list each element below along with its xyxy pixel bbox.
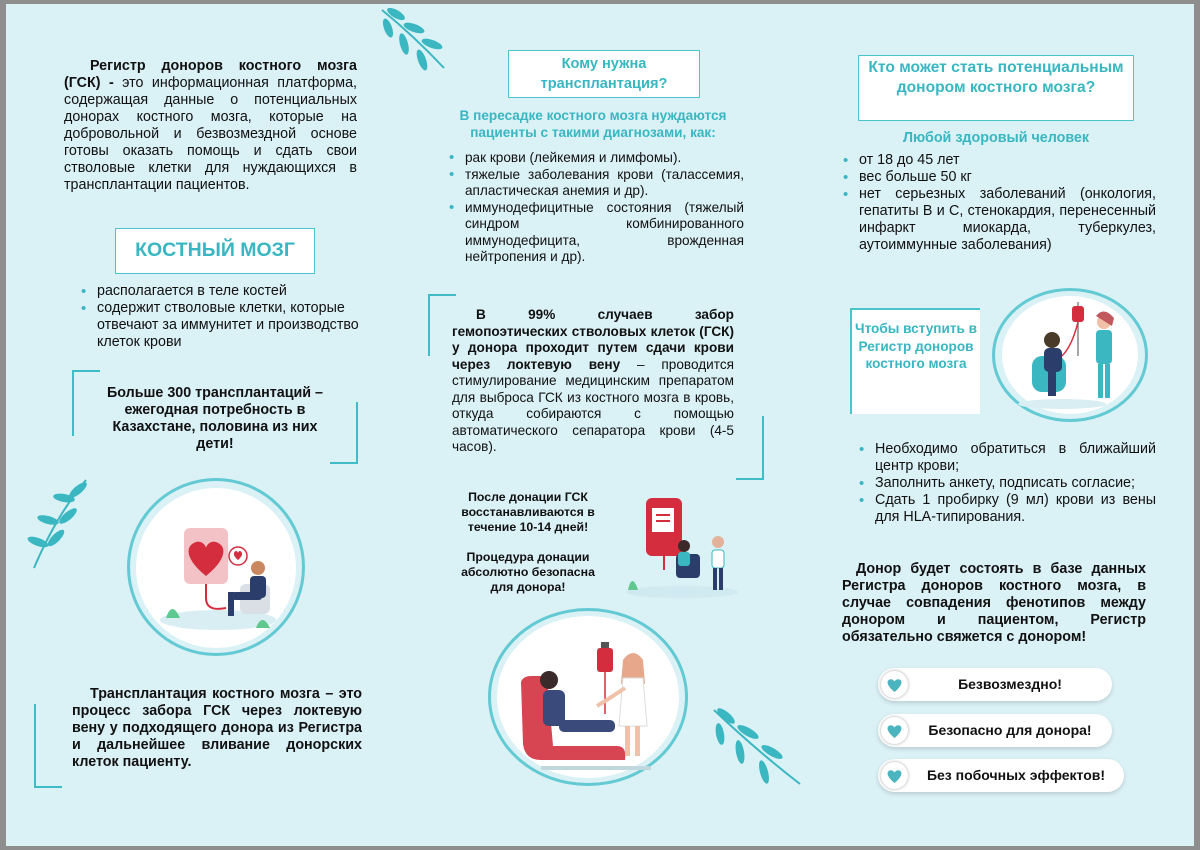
list-item: • от 18 до 45 лет [842, 152, 1156, 169]
blood-bag-icon [620, 482, 740, 600]
list-item: • тяжелые заболевания крови (талассемия, апластическая анемия и др). [448, 167, 744, 200]
procedure-bold: В 99% случаев забор гемопоэтических стволовых клеток (ГСК) у донора проходит путем сдачи крови через локтевую вену [452, 307, 734, 372]
intro-dash: - [108, 75, 114, 91]
benefit-pill [878, 668, 1112, 701]
bone-marrow-title: КОСТНЫЙ МОЗГ [115, 228, 315, 274]
leaf-sprig-icon [26, 476, 94, 572]
frame-corner [34, 704, 62, 788]
transplant-definition: Трансплантация костного мозга – это процесс забора ГСК через локтевую вену у подходящего донора из Регистра и дальнейшее вливание донорских клеток пациенту. [72, 686, 362, 770]
frame-corner [736, 416, 764, 480]
recovery-note: После донации ГСК восстанавливаются в течение 10-14 дней! [461, 490, 595, 534]
leaf-sprig-icon [706, 704, 806, 790]
benefit-pill [878, 714, 1112, 747]
any-healthy-person: Любой здоровый человек [902, 130, 1090, 146]
heart-icon [881, 717, 908, 744]
stat-callout: Больше 300 трансплантаций – ежегодная потребность в Казахстане, половина из них дети! [106, 385, 323, 452]
list-item: • Необходимо обратиться в ближайший центр крови; [858, 441, 1156, 475]
intro-text: это информационная платформа, содержащая данные о потенциальных донорах костного мозга, которые на добровольной и безвозмездной основе готовы оказать помощь и сдать свои стволовые клетки для нуждающихся в трансплантации пациентов. [64, 75, 357, 193]
heart-icon [881, 762, 908, 789]
list-item: • нет серьезных заболеваний (онкология, гепатиты В и С, стенокардия, перенесенный инфаркт миокарда, туберкулез, аутоиммунные заболевания) [842, 186, 1156, 254]
donor-database-note: Донор будет состоять в базе данных Регистра доноров костного мозга, в случае совпадения фенотипов между донором и пациентом, Регистр обязательно свяжется с донором! [842, 561, 1146, 645]
who-needs-title: Кому нужна трансплантация? [508, 50, 700, 98]
who-needs-subtitle: В пересадке костного мозга нуждаются пациенты с такими диагнозами, как: [459, 108, 727, 140]
procedure-text: – проводится стимулирование медицинским препаратом для выброса ГСК из костного мозга в кровь, откуда собираются с помощью автоматического сепаратора крови (4-5 часов). [452, 356, 735, 454]
list-item: • иммунодефицитные состояния (тяжелый синдром комбинированного иммунодефицита, врожденная нейтропения и др). [448, 200, 744, 266]
safety-note: Процедура донации абсолютно безопасна для донора! [461, 550, 595, 594]
intro-paragraph [64, 58, 357, 194]
list-item: • рак крови (лейкемия и лимфомы). [448, 150, 744, 167]
diagnoses-list [448, 150, 744, 266]
list-item: • вес больше 50 кг [842, 169, 1156, 186]
join-steps-list [858, 441, 1156, 526]
nurse-illustration [497, 616, 679, 778]
leaf-sprig-icon [374, 6, 454, 72]
procedure-paragraph [452, 307, 734, 456]
benefit-label: Без побочных эффектов! [926, 767, 1106, 783]
benefit-label: Безвозмездно! [958, 676, 1062, 692]
list-item: • Сдать 1 пробирку (9 мл) крови из вены для HLA-типирования. [858, 492, 1156, 526]
who-can-title: Кто может стать потенциальным донором костного мозга? [858, 55, 1134, 121]
list-item: • располагается в теле костей [80, 283, 360, 300]
intro-title: Регистр доноров костного мозга (ГСК) [64, 58, 357, 91]
benefit-label: Безопасно для донора! [928, 722, 1092, 738]
benefit-pill [878, 759, 1124, 792]
bone-marrow-list [80, 283, 360, 351]
list-item: • Заполнить анкету, подписать согласие; [858, 475, 1156, 492]
brochure-page [6, 4, 1194, 846]
donation-illustration [1002, 296, 1138, 414]
donor-illustration [136, 488, 296, 648]
requirements-list [842, 152, 1156, 254]
list-item: • содержит стволовые клетки, которые отвечают за иммунитет и производство клеток крови [80, 300, 360, 351]
join-registry-title: Чтобы вступить в Регистр доноров костного мозга [850, 308, 980, 414]
heart-icon [881, 671, 908, 698]
